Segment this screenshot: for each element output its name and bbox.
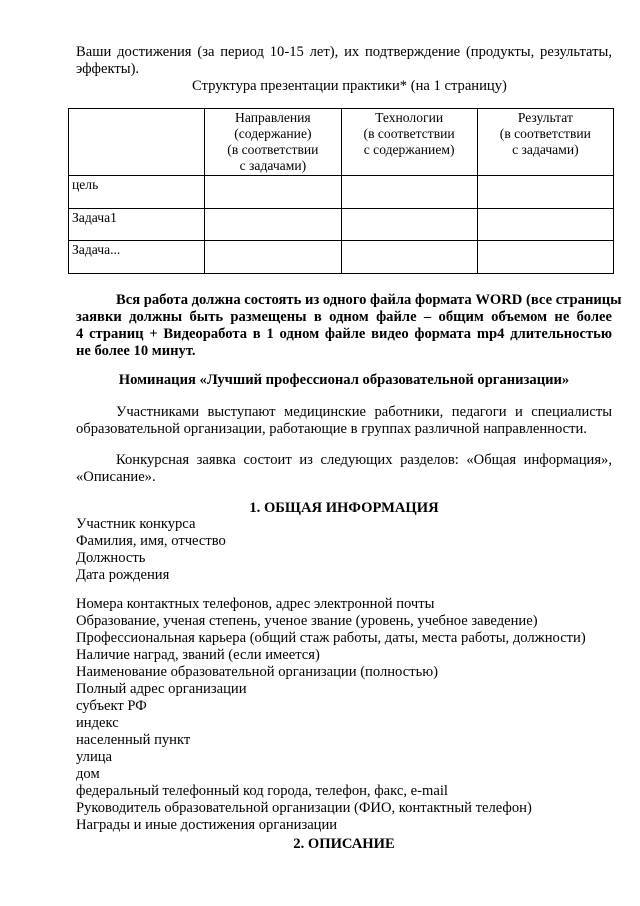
- header-line: Направления: [235, 110, 311, 125]
- table-cell: [477, 241, 613, 274]
- application-line-1: Конкурсная заявка состоит из следующих разделов: «Общая информация»,: [116, 452, 612, 468]
- header-line: (в соответствии: [499, 126, 591, 141]
- table-row: [69, 241, 614, 274]
- table-cell: [205, 209, 341, 241]
- table-cell: [341, 176, 477, 209]
- table-cell: [341, 241, 477, 274]
- table-row-label: Задача1: [69, 209, 205, 241]
- requirements-line-3: 4 страниц + Видеоработа в 1 одном файле видео формата mp4 длительностью: [76, 326, 612, 342]
- structure-title: Структура презентации практики* (на 1 страницу): [192, 78, 507, 94]
- list-item: Полный адрес организации: [76, 681, 247, 697]
- list-item: Наименование образовательной организации (полностью): [76, 664, 438, 680]
- participants-paragraph: [76, 404, 612, 438]
- header-line: с задачами): [239, 158, 307, 173]
- requirements-line-2: заявки должны быть размещены в одном файле – общим объемом не более: [76, 309, 612, 325]
- list-item: Фамилия, имя, отчество: [76, 533, 226, 549]
- table-header-directions: [205, 109, 341, 176]
- table-cell: [477, 209, 613, 241]
- table-header-technologies: [341, 109, 477, 176]
- table-row: [69, 209, 614, 241]
- requirements-paragraph: [76, 292, 622, 360]
- application-paragraph: [76, 452, 612, 486]
- list-item: федеральный телефонный код города, телефон, факс, e-mail: [76, 783, 448, 799]
- header-line: Результат: [517, 110, 573, 125]
- participants-line-2: образовательной организации, работающие в группах различной направленности.: [76, 421, 587, 437]
- table-row-label: цель: [69, 176, 205, 209]
- table-row-label: Задача...: [69, 241, 205, 274]
- header-line: с задачами): [512, 142, 579, 157]
- header-line: (в соответствии: [363, 126, 455, 141]
- structure-table: [68, 108, 614, 274]
- achievements-line-1: Ваши достижения (за период 10-15 лет), их подтверждение (продукты, результаты,: [76, 44, 612, 60]
- achievements-paragraph: [76, 44, 612, 78]
- list-item: Руководитель образовательной организации (ФИО, контактный телефон): [76, 800, 532, 816]
- table-cell: [341, 209, 477, 241]
- table-cell: [477, 176, 613, 209]
- list-item: Образование, ученая степень, ученое звание (уровень, учебное заведение): [76, 613, 538, 629]
- list-item: Номера контактных телефонов, адрес электронной почты: [76, 596, 435, 612]
- list-item: Должность: [76, 550, 146, 566]
- header-line: с содержанием): [363, 142, 455, 157]
- header-line: Технологии: [375, 110, 444, 125]
- table-cell: [205, 241, 341, 274]
- list-item: Дата рождения: [76, 567, 170, 583]
- list-item: улица: [76, 749, 113, 765]
- list-item: населенный пункт: [76, 732, 191, 748]
- list-item: субъект РФ: [76, 698, 147, 714]
- section-2-title: 2. ОПИСАНИЕ: [293, 836, 395, 852]
- application-line-2: «Описание».: [76, 469, 156, 485]
- list-item: Наличие наград, званий (если имеется): [76, 647, 320, 663]
- table-cell: [205, 176, 341, 209]
- list-item: дом: [76, 766, 100, 782]
- header-line: (в соответствии: [227, 142, 319, 157]
- achievements-line-2: эффекты).: [76, 61, 140, 77]
- requirements-line-4: не более 10 минут.: [76, 343, 196, 359]
- list-item: Награды и иные достижения организации: [76, 817, 338, 833]
- general-info-list-2: [76, 596, 621, 834]
- section-1-title: 1. ОБЩАЯ ИНФОРМАЦИЯ: [249, 500, 439, 516]
- list-item: Профессиональная карьера (общий стаж работы, даты, места работы, должности): [76, 630, 586, 646]
- table-row: [69, 176, 614, 209]
- table-header-cell-empty: [69, 109, 205, 176]
- participants-line-1: Участниками выступают медицинские работники, педагоги и специалисты: [116, 404, 612, 420]
- requirements-line-1: Вся работа должна состоять из одного файла формата WORD (все страницы: [116, 292, 622, 308]
- table-header-result: [477, 109, 613, 176]
- list-item: индекс: [76, 715, 119, 731]
- list-item: Участник конкурса: [76, 516, 196, 532]
- table-header-row: [69, 109, 614, 176]
- general-info-list-1: [76, 516, 616, 584]
- header-line: (содержание): [234, 126, 312, 141]
- nomination-title: Номинация «Лучший профессионал образовательной организации»: [118, 372, 570, 388]
